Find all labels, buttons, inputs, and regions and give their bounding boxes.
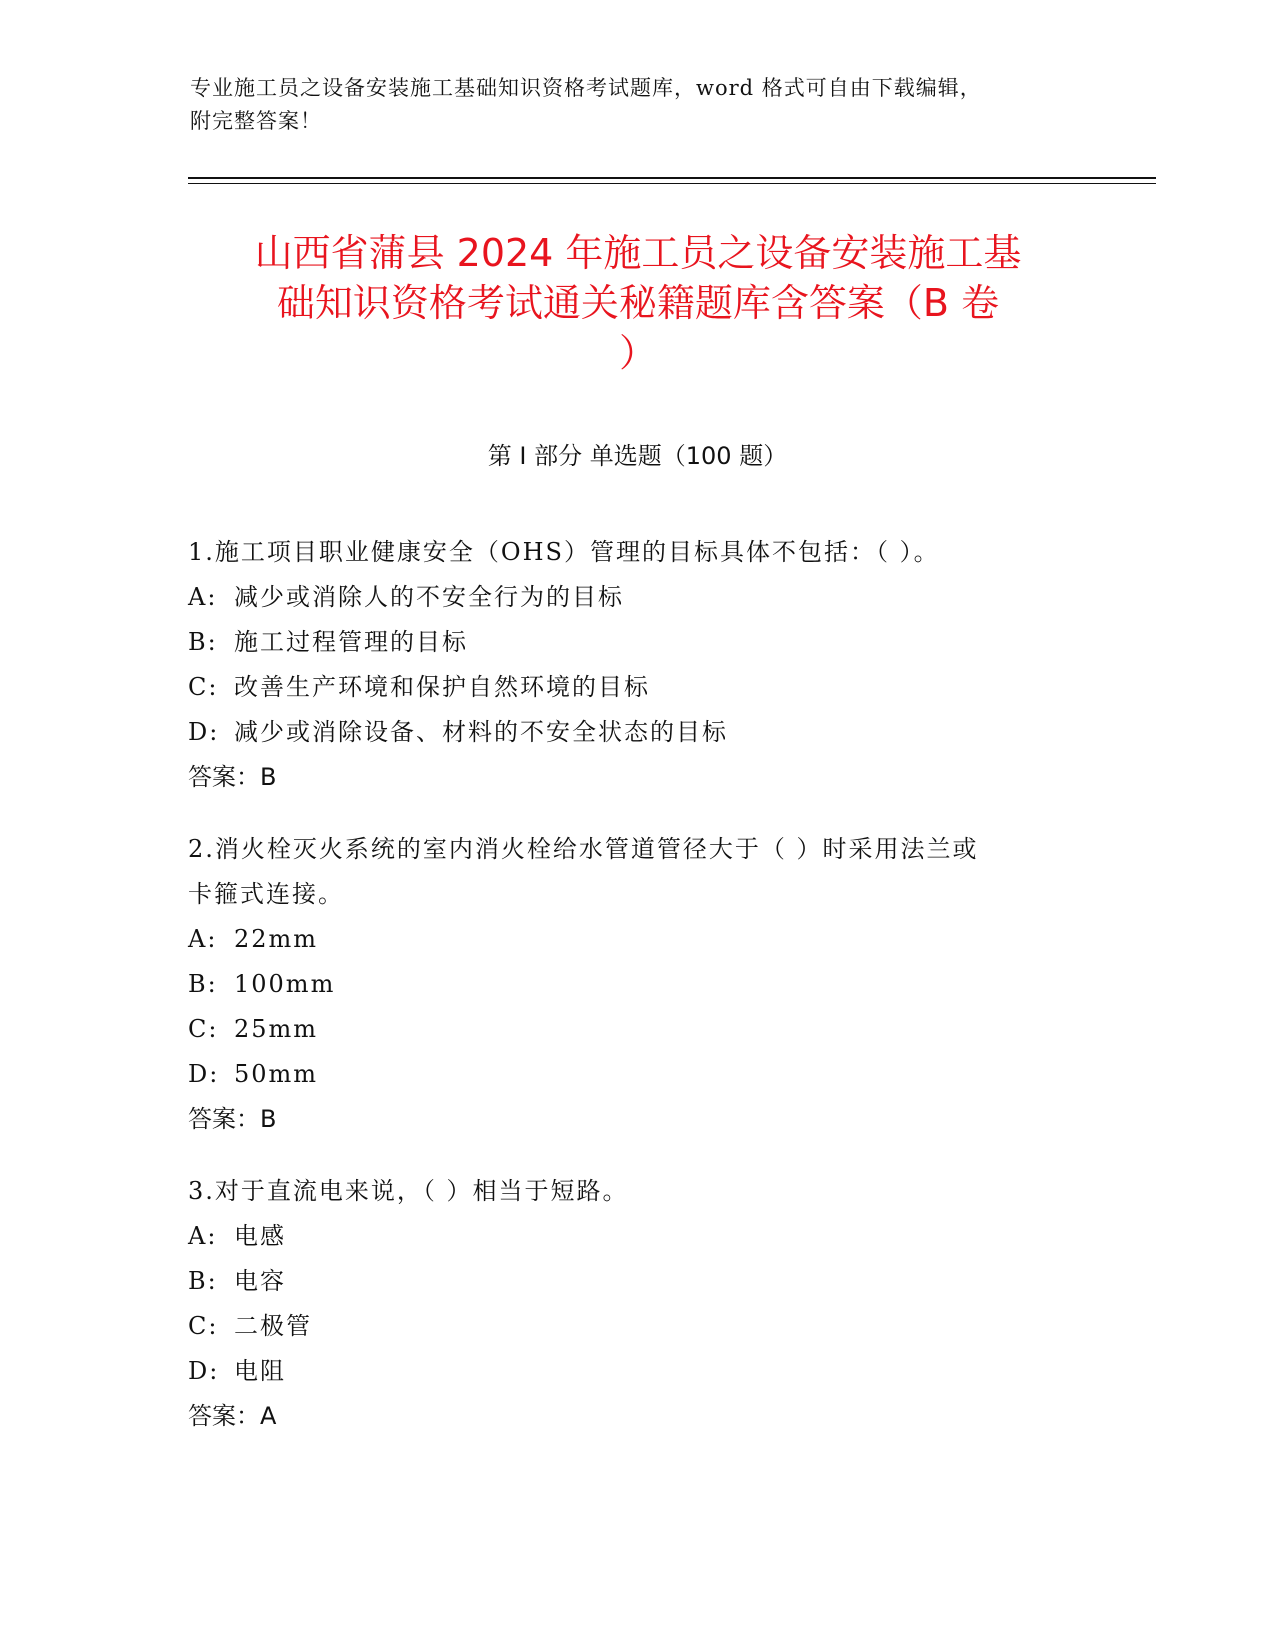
option-letter: B:: [188, 1267, 218, 1295]
question-stem: [188, 530, 1088, 575]
option-text: 100mm: [234, 970, 336, 998]
option-c: [188, 1304, 1088, 1349]
header-note: [190, 72, 1090, 138]
answer-line: 答案：A: [188, 1402, 277, 1430]
option-text: 22mm: [234, 925, 319, 953]
option-letter: A:: [188, 925, 218, 953]
option-text: 电容: [234, 1267, 286, 1295]
option-text: 施工过程管理的目标: [234, 628, 468, 656]
option-text: 25mm: [234, 1015, 319, 1043]
option-d: [188, 1349, 1088, 1394]
question-stem: [188, 1169, 1088, 1214]
option-b: [188, 1259, 1088, 1304]
header-note-line-1: 专业施工员之设备安装施工基础知识资格考试题库，word 格式可自由下载编辑，: [190, 76, 982, 100]
option-letter: D:: [188, 1060, 220, 1088]
option-text: 二极管: [234, 1312, 312, 1340]
option-letter: C:: [188, 673, 219, 701]
option-letter: C:: [188, 1015, 219, 1043]
document-title-line-3: ）: [618, 331, 657, 375]
section-title: 第 I 部分 单选题（100 题）: [487, 442, 788, 470]
document-title-line-1: 山西省蒲县 2024 年施工员之设备安装施工基: [254, 231, 1022, 275]
document-title-line-2: 础知识资格考试通关秘籍题库含答案（B 卷: [276, 281, 1000, 325]
option-c: [188, 1007, 1088, 1052]
question-stem-line: 3.对于直流电来说，（ ）相当于短路。: [188, 1177, 629, 1205]
option-text: 电阻: [234, 1357, 286, 1385]
option-letter: B:: [188, 970, 218, 998]
option-b: [188, 620, 1088, 665]
option-b: [188, 962, 1088, 1007]
document-title: [178, 228, 1098, 378]
option-a: [188, 1214, 1088, 1259]
option-a: [188, 575, 1088, 620]
question-list: [188, 530, 1088, 1466]
answer-line: 答案：B: [188, 1105, 277, 1133]
option-letter: D:: [188, 1357, 220, 1385]
option-c: [188, 665, 1088, 710]
option-text: 改善生产环境和保护自然环境的目标: [234, 673, 650, 701]
question-1: [188, 530, 1088, 800]
option-letter: A:: [188, 583, 218, 611]
header-divider-thick: [188, 177, 1156, 179]
option-text: 50mm: [234, 1060, 319, 1088]
question-stem-line: 2.消火栓灭火系统的室内消火栓给水管道管径大于（ ）时采用法兰或: [188, 835, 979, 863]
question-stem-line: 卡箍式连接。: [188, 880, 344, 908]
option-d: [188, 1052, 1088, 1097]
question-stem: [188, 827, 1088, 917]
header-divider-thin: [188, 183, 1156, 184]
option-letter: A:: [188, 1222, 218, 1250]
header-note-line-2: 附完整答案！: [190, 109, 322, 133]
option-text: 减少或消除人的不安全行为的目标: [234, 583, 624, 611]
answer-line: 答案：B: [188, 763, 277, 791]
question-2: [188, 827, 1088, 1142]
option-text: 减少或消除设备、材料的不安全状态的目标: [234, 718, 728, 746]
option-a: [188, 917, 1088, 962]
option-letter: B:: [188, 628, 218, 656]
question-3: [188, 1169, 1088, 1439]
option-letter: D:: [188, 718, 220, 746]
question-stem-line: 1.施工项目职业健康安全（OHS）管理的目标具体不包括：（ ）。: [188, 538, 940, 566]
option-text: 电感: [234, 1222, 286, 1250]
option-letter: C:: [188, 1312, 219, 1340]
option-d: [188, 710, 1088, 755]
